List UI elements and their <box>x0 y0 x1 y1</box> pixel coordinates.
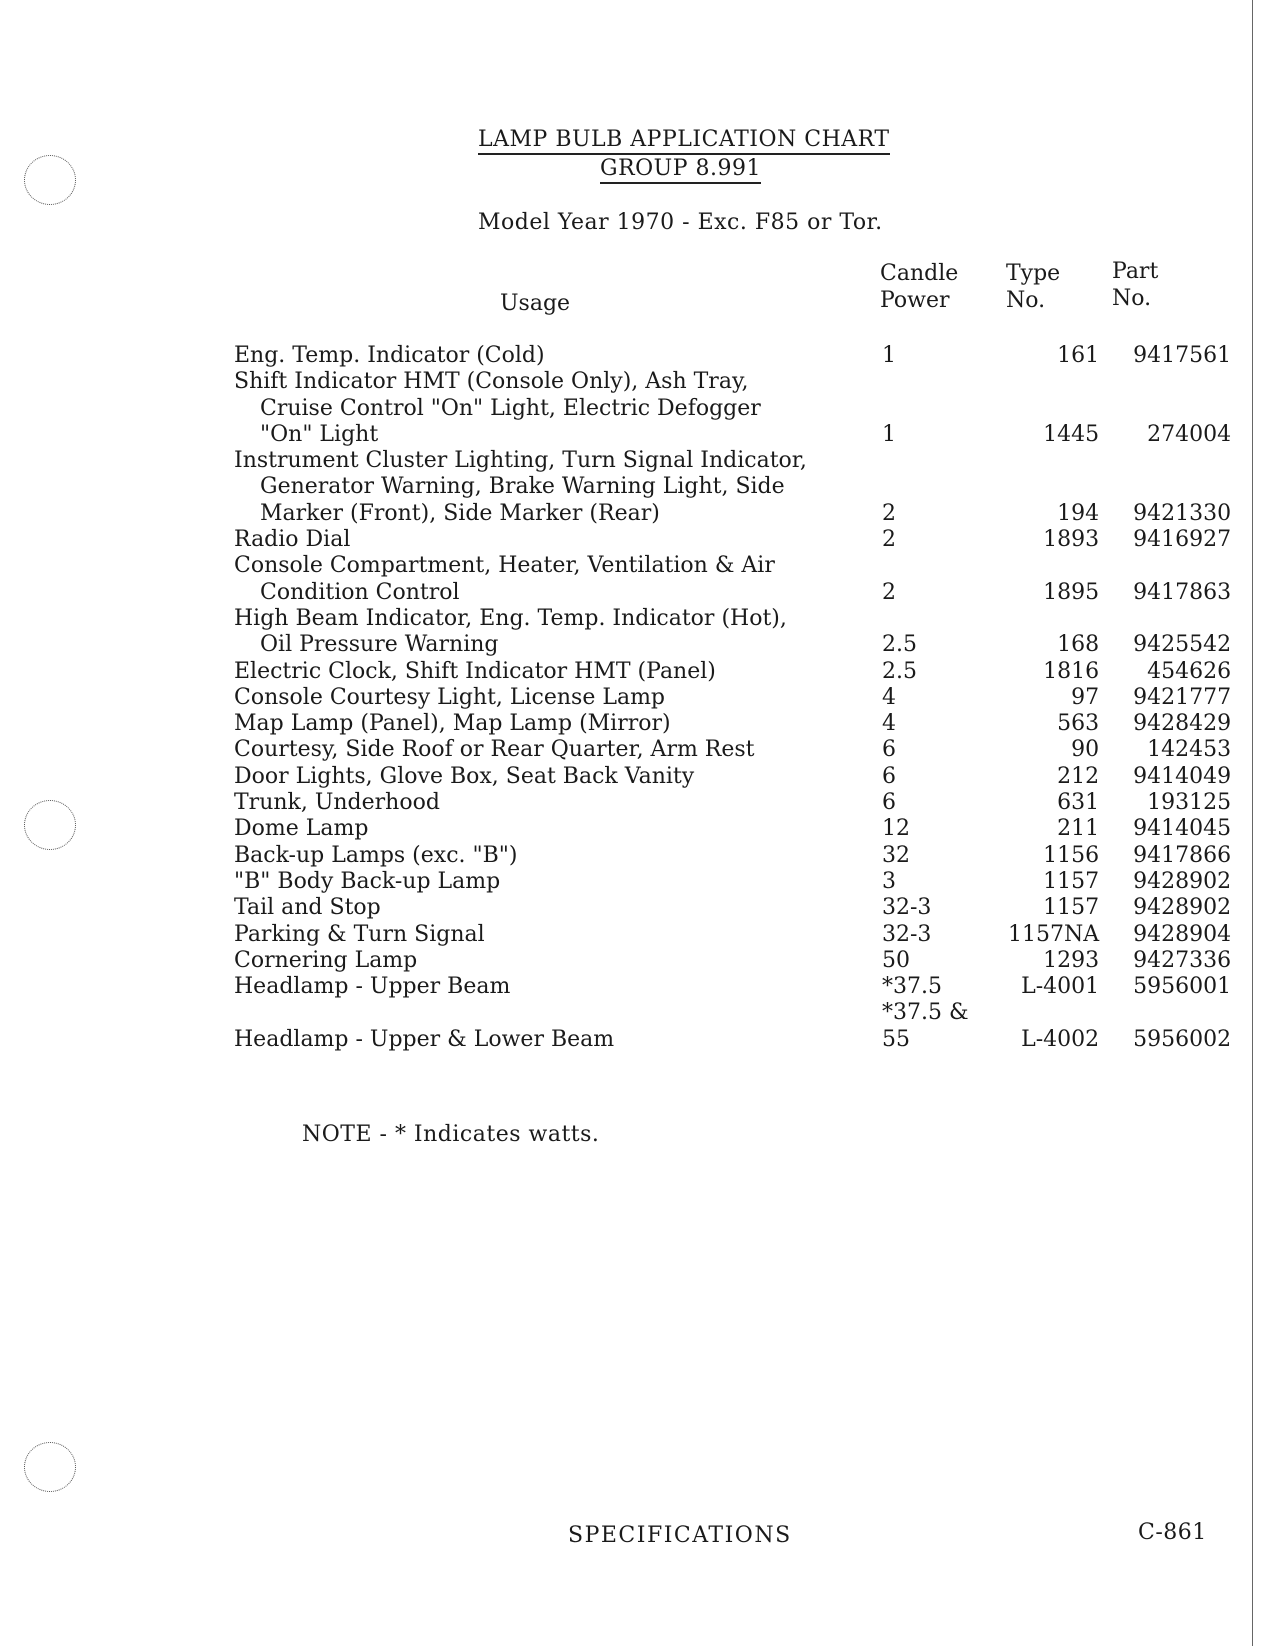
type-no-cell: 1895 <box>1043 579 1100 605</box>
candle-power-value: 3 <box>882 868 896 894</box>
candle-power-cell <box>882 343 1008 369</box>
candle-power-cell <box>882 922 1008 948</box>
usage-line: Instrument Cluster Lighting, Turn Signal Indicator, <box>234 448 807 474</box>
model-year: Model Year 1970 - Exc. F85 or Tor. <box>478 210 883 235</box>
page-edge-line <box>1252 0 1253 1646</box>
candle-power-value: 2.5 <box>882 658 917 684</box>
candle-power-cell <box>882 369 1008 448</box>
binder-hole-top <box>24 155 76 205</box>
table-row <box>234 606 1231 659</box>
usage-line: Back-up Lamps (exc. "B") <box>234 842 518 868</box>
usage-line: Cruise Control "On" Light, Electric Defogger <box>260 395 761 421</box>
candle-power-cell <box>882 948 1008 974</box>
candle-power-cell <box>882 606 1008 659</box>
usage-line: Headlamp - Upper & Lower Beam <box>234 1026 615 1052</box>
usage-cell <box>234 711 882 737</box>
usage-cell <box>234 553 882 606</box>
table-row <box>234 369 1231 448</box>
note-text: NOTE - * Indicates watts. <box>302 1122 600 1147</box>
part-no-cell: 9421330 <box>1133 500 1232 526</box>
candle-power-value: 32 <box>882 842 910 868</box>
type-no-cell: L-4002 <box>1021 1026 1100 1052</box>
candle-power-cell <box>882 790 1008 816</box>
candle-power-value: 2 <box>882 500 896 526</box>
usage-cell <box>234 869 882 895</box>
candle-power-value: 32-3 <box>882 921 932 947</box>
table-row <box>234 895 1231 921</box>
candle-power-cell <box>882 527 1008 553</box>
part-no-cell: 5956001 <box>1133 974 1232 1000</box>
part-no-cell: 9428904 <box>1133 921 1232 947</box>
candle-power-cell <box>882 764 1008 790</box>
usage-line: Tail and Stop <box>234 895 381 921</box>
group-heading: GROUP 8.991 <box>600 156 761 181</box>
part-no-cell: 9417866 <box>1133 842 1232 868</box>
part-no-cell: 142453 <box>1147 737 1232 763</box>
part-no-cell: 454626 <box>1147 658 1232 684</box>
table-row <box>234 869 1231 895</box>
table-row <box>234 816 1231 842</box>
usage-line: Oil Pressure Warning <box>260 632 499 658</box>
type-no-cell: 1157 <box>1043 868 1100 894</box>
table-row <box>234 1000 1231 1053</box>
candle-power-value: 1 <box>882 421 896 447</box>
type-no-cell: 211 <box>1057 816 1100 842</box>
candle-power-cell <box>882 974 1008 1000</box>
usage-cell <box>234 527 882 553</box>
part-no-cell: 9417561 <box>1133 343 1232 368</box>
usage-cell <box>234 974 882 1000</box>
candle-power-value: *37.5 <box>882 974 942 1000</box>
table-row <box>234 922 1231 948</box>
type-no-cell: 1445 <box>1043 421 1100 447</box>
usage-line: Courtesy, Side Roof or Rear Quarter, Arm Rest <box>234 737 755 763</box>
bulb-table <box>234 343 1231 1053</box>
type-no-cell: L-4001 <box>1021 974 1100 1000</box>
type-no-cell: 90 <box>1071 737 1100 763</box>
table-row <box>234 737 1231 763</box>
usage-line: Door Lights, Glove Box, Seat Back Vanity <box>234 763 695 789</box>
table-row <box>234 948 1231 974</box>
candle-power-cell <box>882 895 1008 921</box>
part-no-cell: 9428902 <box>1133 895 1232 921</box>
candle-power-cell <box>882 816 1008 842</box>
usage-line: "B" Body Back-up Lamp <box>234 868 501 894</box>
type-no-cell: 1157NA <box>1008 921 1100 947</box>
usage-cell <box>234 369 882 448</box>
bulb-rows <box>234 343 1231 1053</box>
footer-section: SPECIFICATIONS <box>568 1523 792 1548</box>
usage-cell <box>234 606 882 659</box>
type-no-cell: 1893 <box>1043 527 1100 553</box>
table-row <box>234 790 1231 816</box>
column-header-type-no: Type No. <box>1006 261 1061 313</box>
table-row <box>234 843 1231 869</box>
table-row <box>234 448 1231 527</box>
part-no-cell: 9425542 <box>1133 632 1232 658</box>
candle-power-cell <box>882 737 1008 763</box>
page-number: C-861 <box>1138 1520 1207 1545</box>
candle-power-value: 12 <box>882 816 910 842</box>
table-row <box>234 711 1231 737</box>
table-row <box>234 659 1231 685</box>
usage-line: Electric Clock, Shift Indicator HMT (Panel) <box>234 658 716 684</box>
type-no-cell: 168 <box>1057 632 1100 658</box>
usage-cell <box>234 922 882 948</box>
usage-line: Parking & Turn Signal <box>234 921 485 947</box>
candle-power-value: 6 <box>882 790 896 816</box>
candle-power-cell <box>882 1000 1008 1053</box>
usage-line: High Beam Indicator, Eng. Temp. Indicator (Hot), <box>234 605 787 631</box>
part-no-cell: 9428902 <box>1133 868 1232 894</box>
type-no-cell: 194 <box>1057 500 1100 526</box>
usage-line: Console Courtesy Light, License Lamp <box>234 684 666 710</box>
candle-power-value: 2 <box>882 527 896 553</box>
usage-line: Map Lamp (Panel), Map Lamp (Mirror) <box>234 711 671 737</box>
candle-power-cell <box>882 869 1008 895</box>
usage-line: Dome Lamp <box>234 816 369 842</box>
usage-line: Marker (Front), Side Marker (Rear) <box>260 500 660 526</box>
candle-power-value: 1 <box>882 343 896 368</box>
candle-power-value: 50 <box>882 947 910 973</box>
candle-power-value: 6 <box>882 763 896 789</box>
candle-power-cell <box>882 843 1008 869</box>
candle-power-cell <box>882 553 1008 606</box>
usage-line: Radio Dial <box>234 527 351 553</box>
usage-line: Console Compartment, Heater, Ventilation & Air <box>234 553 775 579</box>
candle-power-value: 4 <box>882 684 896 710</box>
usage-cell <box>234 343 882 369</box>
usage-cell <box>234 737 882 763</box>
table-row <box>234 553 1231 606</box>
usage-cell <box>234 659 882 685</box>
part-no-cell: 274004 <box>1147 421 1232 447</box>
candle-power-cell <box>882 448 1008 527</box>
candle-power-value: 2.5 <box>882 632 917 658</box>
usage-cell <box>234 448 882 527</box>
column-header-usage: Usage <box>500 291 571 316</box>
candle-power-cell <box>882 711 1008 737</box>
usage-line: "On" Light <box>260 421 379 447</box>
part-no-cell: 9417863 <box>1133 579 1232 605</box>
usage-line: Generator Warning, Brake Warning Light, Side <box>260 474 785 500</box>
candle-power-cell <box>882 659 1008 685</box>
candle-power-value: 32-3 <box>882 895 932 921</box>
type-no-cell: 161 <box>1057 343 1100 368</box>
table-row <box>234 764 1231 790</box>
type-no-cell: 1156 <box>1043 842 1100 868</box>
table-row <box>234 974 1231 1000</box>
table-row <box>234 685 1231 711</box>
usage-cell <box>234 1000 882 1053</box>
type-no-cell: 631 <box>1057 790 1100 816</box>
usage-line: Cornering Lamp <box>234 947 418 973</box>
chart-title: LAMP BULB APPLICATION CHART <box>478 127 890 152</box>
candle-power-value: 6 <box>882 737 896 763</box>
usage-line: Headlamp - Upper Beam <box>234 974 511 1000</box>
usage-line: Condition Control <box>260 579 460 605</box>
type-no-cell: 1816 <box>1043 658 1100 684</box>
candle-power-value: 2 <box>882 579 896 605</box>
type-no-cell: 563 <box>1057 711 1100 737</box>
usage-cell <box>234 790 882 816</box>
usage-cell <box>234 895 882 921</box>
column-header-candle-power: Candle Power <box>880 261 959 313</box>
part-no-cell: 9427336 <box>1133 947 1232 973</box>
usage-line: Eng. Temp. Indicator (Cold) <box>234 343 545 368</box>
binder-hole-bottom <box>24 1442 76 1492</box>
part-no-cell: 9421777 <box>1133 684 1232 710</box>
part-no-cell: 193125 <box>1147 790 1232 816</box>
part-no-cell: 9414045 <box>1133 816 1232 842</box>
binder-hole-middle <box>24 800 76 850</box>
column-header-part-no: Part No. <box>1112 259 1159 311</box>
usage-cell <box>234 816 882 842</box>
type-no-cell: 97 <box>1071 684 1100 710</box>
part-no-cell: 9428429 <box>1133 711 1232 737</box>
usage-cell <box>234 948 882 974</box>
usage-line: Shift Indicator HMT (Console Only), Ash Tray, <box>234 369 749 395</box>
usage-cell <box>234 685 882 711</box>
part-no-cell: 9416927 <box>1133 527 1232 553</box>
type-no-cell: 1157 <box>1043 895 1100 921</box>
usage-line: Trunk, Underhood <box>234 790 440 816</box>
usage-cell <box>234 843 882 869</box>
usage-cell <box>234 764 882 790</box>
table-row <box>234 527 1231 553</box>
candle-power-value: 55 <box>882 1026 910 1052</box>
part-no-cell: 9414049 <box>1133 763 1232 789</box>
type-no-cell: 212 <box>1057 763 1100 789</box>
candle-power-value: *37.5 & <box>882 1000 969 1026</box>
type-no-cell: 1293 <box>1043 947 1100 973</box>
table-row <box>234 343 1231 369</box>
part-no-cell: 5956002 <box>1133 1026 1232 1052</box>
candle-power-value: 4 <box>882 711 896 737</box>
candle-power-cell <box>882 685 1008 711</box>
